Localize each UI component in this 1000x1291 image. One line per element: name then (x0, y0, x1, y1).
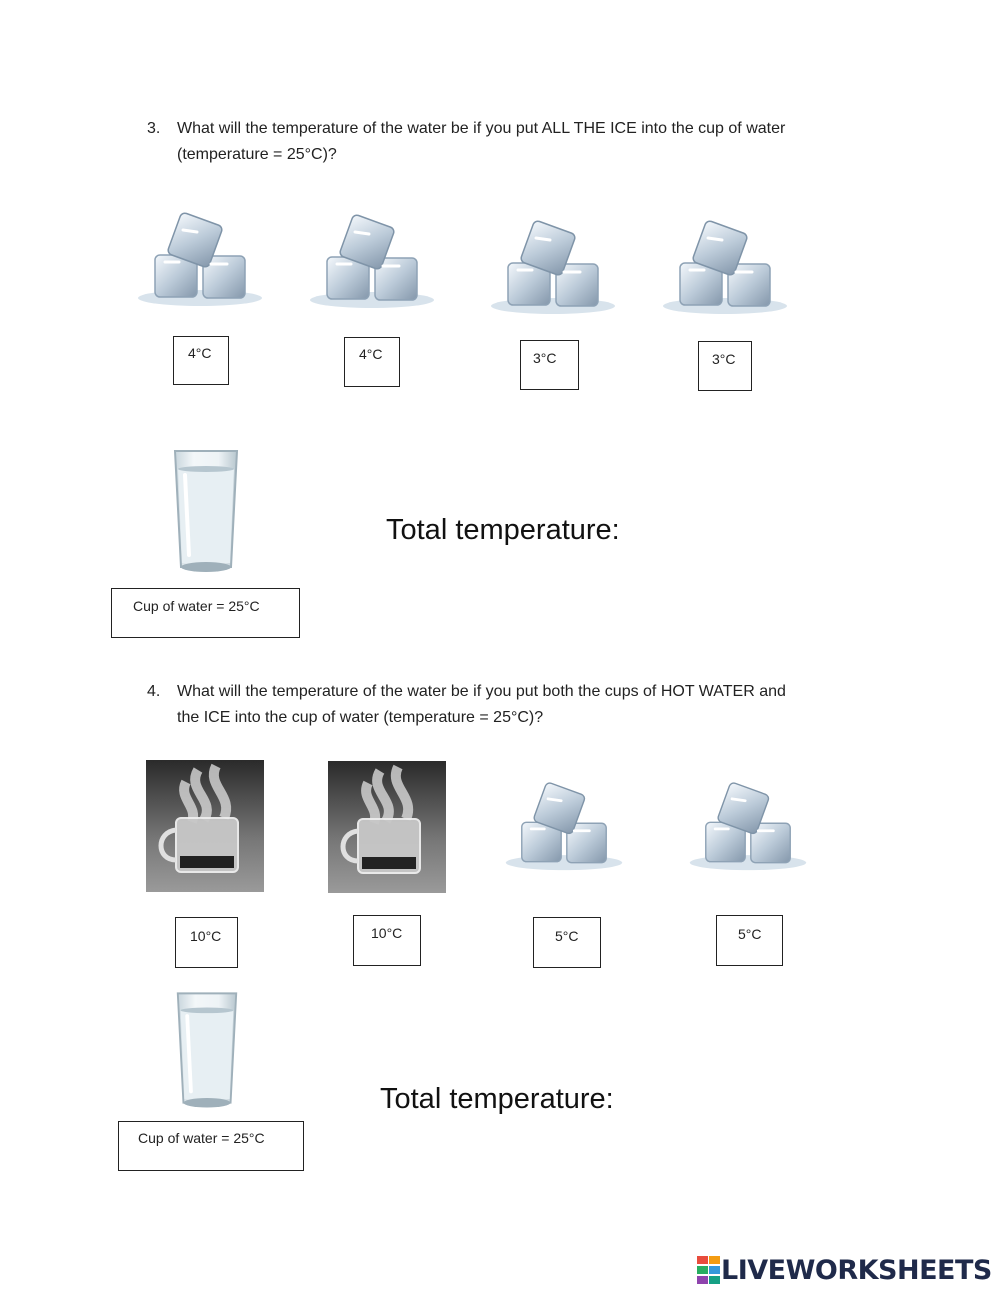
water-glass-icon (171, 445, 241, 575)
total-temperature-label: Total temperature: (380, 1083, 614, 1115)
question-line-1: What will the temperature of the water be if you put both the cups of HOT WATER and (177, 683, 786, 700)
temperature-box (698, 341, 752, 391)
ice-cubes-icon (135, 210, 265, 310)
temperature-label: 4°C (188, 345, 212, 361)
ice-cubes-icon (687, 780, 809, 874)
question-number: 4. (147, 683, 161, 700)
temperature-label: 10°C (190, 928, 222, 944)
hot-water-mug-icon (146, 760, 264, 892)
temperature-box (520, 340, 579, 390)
temperature-label: 3°C (533, 350, 557, 366)
liveworksheets-logo (697, 1255, 992, 1285)
temperature-box (173, 336, 229, 385)
temperature-box (344, 337, 400, 387)
water-glass-icon (174, 985, 240, 1113)
cup-of-water-box (118, 1121, 304, 1171)
ice-cubes-icon (660, 218, 790, 318)
cup-of-water-label: Cup of water = 25°C (138, 1130, 265, 1146)
temperature-box (716, 915, 783, 966)
temperature-box (175, 917, 238, 968)
liveworksheets-logo-icon (697, 1256, 721, 1284)
ice-cubes-icon (307, 212, 437, 312)
hot-water-mug-icon (328, 761, 446, 893)
temperature-label: 4°C (359, 346, 383, 362)
question-line-2: the ICE into the cup of water (temperature = 25°C)? (177, 709, 544, 726)
temperature-label: 5°C (555, 928, 579, 944)
question-line-1: What will the temperature of the water be if you put ALL THE ICE into the cup of water (177, 120, 786, 137)
ice-cubes-icon (503, 780, 625, 874)
logo-text: LIVEWORKSHEETS (721, 1254, 992, 1286)
cup-of-water-box (111, 588, 300, 638)
question-number: 3. (147, 120, 161, 137)
ice-cubes-icon (488, 218, 618, 318)
cup-of-water-label: Cup of water = 25°C (133, 598, 260, 614)
temperature-box (353, 915, 421, 966)
temperature-label: 10°C (371, 925, 403, 941)
total-temperature-label: Total temperature: (386, 514, 620, 546)
temperature-label: 5°C (738, 926, 762, 942)
temperature-label: 3°C (712, 351, 736, 367)
temperature-box (533, 917, 601, 968)
question-line-2: (temperature = 25°C)? (177, 146, 337, 163)
